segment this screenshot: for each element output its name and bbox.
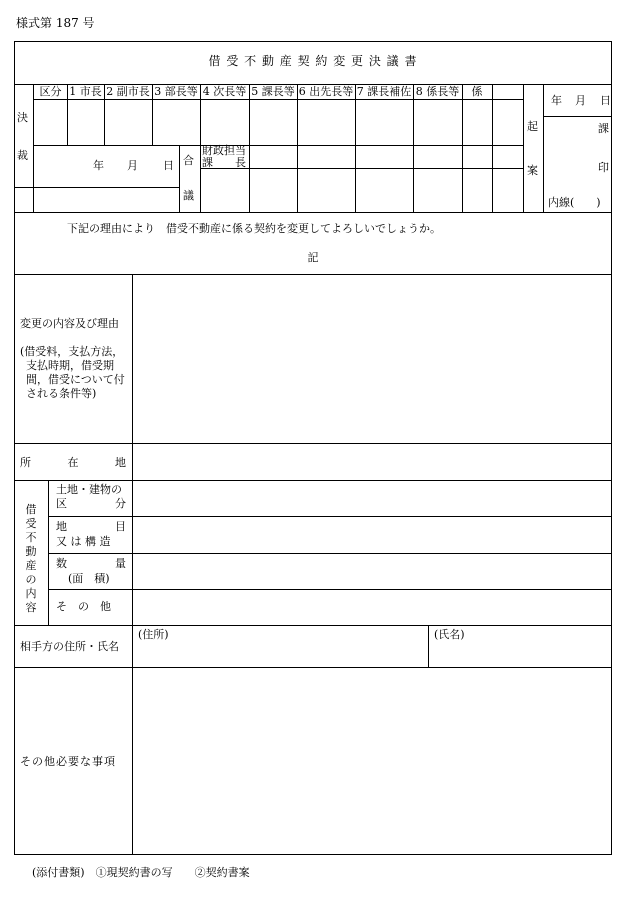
change-note-1: (借受料，支払方法， <box>20 345 124 358</box>
change-note-2: 支払時期，借受期 <box>26 359 114 372</box>
change-note-4: される条件等) <box>26 387 97 400</box>
form-title: 借 受 不 動 産 契 約 変 更 決 議 書 <box>208 54 418 68</box>
other-matters-label: その他必要な事項 <box>20 755 116 768</box>
extension-label: 内線( ) <box>548 196 601 209</box>
gougi-char-2: 議 <box>183 189 194 202</box>
ki-label: 記 <box>307 251 319 264</box>
col-branch-chief: 6 出先長等 <box>298 85 354 98</box>
kian-char-1: 起 <box>527 120 538 133</box>
counterparty-label: 相手方の住所・氏名 <box>20 640 119 653</box>
kessai-char-1: 決 <box>17 111 28 124</box>
kessai-char-2: 裁 <box>17 149 28 162</box>
area-label: (面 積) <box>68 572 110 585</box>
decision-year: 年 <box>93 159 104 172</box>
draft-day: 日 <box>600 94 611 107</box>
col-deputy-director: 4 次長等 <box>202 85 247 98</box>
col-mayor: 1 市長 <box>69 85 102 98</box>
finance-label-1: 財政担当 <box>202 144 246 157</box>
col-assistant-chief: 7 課長補佐 <box>356 85 412 98</box>
property-vertical-label: 借受不動産の内容 <box>25 503 37 614</box>
col-director: 3 部長等 <box>154 85 198 98</box>
ka-label: 課 <box>598 122 609 135</box>
decision-month: 月 <box>127 159 138 172</box>
col-staff: 係 <box>471 85 483 98</box>
draft-year: 年 <box>551 94 562 107</box>
col-vice-mayor: 2 副市長 <box>106 85 150 98</box>
attachments-text: (添付書類) ①現契約書の写 ②契約書案 <box>32 866 250 879</box>
quantity-label: 数 量 <box>56 557 126 570</box>
col-section-chief: 5 課長等 <box>251 85 295 98</box>
structure-label: 又 は 構 造 <box>56 535 111 548</box>
land-building-label: 土地・建物の <box>56 483 122 496</box>
classification-label: 区 分 <box>56 497 126 510</box>
land-category-label: 地 目 <box>56 520 126 533</box>
seal-label: 印 <box>598 161 609 174</box>
location-label: 所 在 地 <box>20 456 126 469</box>
request-text: 下記の理由により 借受不動産に係る契約を変更してよろしいでしょうか。 <box>67 222 441 235</box>
change-note-3: 間，借受について付 <box>26 373 125 386</box>
kian-char-2: 案 <box>527 164 538 177</box>
finance-label-2: 課 長 <box>202 156 246 169</box>
gougi-char-1: 合 <box>183 154 194 167</box>
kubun-label: 区分 <box>39 85 62 98</box>
address-label: (住所) <box>138 628 169 641</box>
draft-month: 月 <box>575 94 586 107</box>
name-label: (氏名) <box>434 628 465 641</box>
other-label: そ の 他 <box>56 600 111 613</box>
change-label: 変更の内容及び理由 <box>20 317 119 330</box>
col-unit-chief: 8 係長等 <box>415 85 460 98</box>
form-number: 様式第 187 号 <box>16 16 95 30</box>
decision-day: 日 <box>163 159 174 172</box>
